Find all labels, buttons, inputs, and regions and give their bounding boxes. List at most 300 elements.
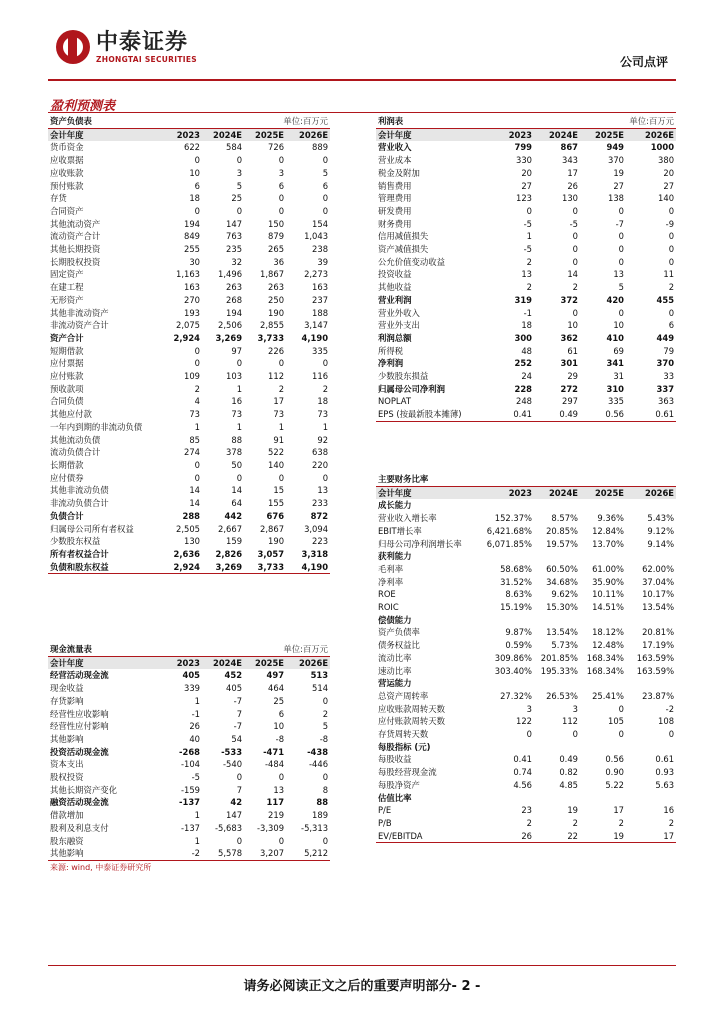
row-value: 274 <box>184 447 200 458</box>
row-value: 270 <box>184 294 200 305</box>
row-value: -5,313 <box>301 822 329 833</box>
row-value: 48 <box>521 345 532 356</box>
row-value: 0 <box>194 205 200 216</box>
column-header-year: 2023 <box>160 656 202 669</box>
table-row <box>376 753 676 766</box>
row-value: -533 <box>221 746 243 757</box>
row-value: 2,273 <box>304 269 329 280</box>
row-value: 0 <box>618 205 625 216</box>
row-value: 2,636 <box>173 548 200 559</box>
row-value: 0 <box>572 244 579 255</box>
row-value: 17 <box>273 396 285 407</box>
row-value: 117 <box>266 797 285 808</box>
row-value: 13.70% <box>592 538 624 549</box>
row-value: 301 <box>560 358 579 369</box>
row-value: 13 <box>521 269 532 280</box>
table-row <box>48 205 330 218</box>
row-value: 219 <box>268 810 285 821</box>
row-label: 资本支出 <box>50 759 84 770</box>
row-value: 420 <box>606 294 625 305</box>
row-label: 资产减值损失 <box>378 244 429 255</box>
row-value: 97 <box>231 345 243 356</box>
column-header-year: 2023 <box>484 128 534 141</box>
row-value: 452 <box>224 670 243 681</box>
row-label: 合同负债 <box>50 396 84 407</box>
table-header-row <box>376 128 676 141</box>
row-value <box>534 550 580 563</box>
row-value: 1 <box>526 231 532 242</box>
row-value: 10 <box>273 721 285 732</box>
table-row <box>376 192 676 205</box>
table-row <box>376 804 676 817</box>
table-row <box>376 703 676 716</box>
row-label: 在建工程 <box>50 282 84 293</box>
row-value: 0.59% <box>505 640 532 651</box>
row-value: 6 <box>278 180 285 191</box>
income-statement-table <box>376 115 676 422</box>
table-row <box>376 332 676 345</box>
row-value: 147 <box>226 810 243 821</box>
column-header-year: 2024E <box>534 128 580 141</box>
row-label: 少数股东损益 <box>378 371 429 382</box>
row-value: 0 <box>572 307 579 318</box>
row-value: 26 <box>484 830 534 843</box>
row-value: -484 <box>265 759 285 770</box>
row-value: 0 <box>526 729 532 740</box>
table-row <box>48 746 330 759</box>
row-label: 投资收益 <box>378 269 412 280</box>
row-value: -540 <box>223 759 243 770</box>
row-value: -7 <box>233 695 243 706</box>
row-value <box>626 499 676 512</box>
row-value: 163 <box>312 282 329 293</box>
row-value: 1 <box>194 810 200 821</box>
row-value: 19 <box>580 830 626 843</box>
column-header-label: 会计年度 <box>48 656 160 669</box>
table-row <box>376 408 676 421</box>
row-value: 22 <box>534 830 580 843</box>
row-value: 0.61 <box>655 754 675 765</box>
row-value <box>580 614 626 627</box>
row-value: 372 <box>560 294 579 305</box>
header-divider <box>48 79 676 81</box>
row-value: 5.63 <box>655 779 675 790</box>
row-value: 449 <box>656 332 675 343</box>
row-value <box>626 677 676 690</box>
row-value: 0 <box>572 205 579 216</box>
row-label: 总资产周转率 <box>378 690 429 701</box>
row-label: 其他长期资产变化 <box>50 784 117 795</box>
row-value: 7 <box>236 784 243 795</box>
table-row <box>48 421 330 434</box>
column-header-label: 会计年度 <box>376 486 484 499</box>
row-value: 0 <box>278 472 285 483</box>
row-value: -5,683 <box>215 822 243 833</box>
row-value: 0.49 <box>534 408 580 421</box>
row-value: 2 <box>526 256 532 267</box>
row-value: 18 <box>521 320 532 331</box>
row-value: 2,667 <box>218 523 243 534</box>
row-label: 负债和股东权益 <box>48 561 160 574</box>
row-value: 252 <box>514 358 532 369</box>
row-label: 应付账款 <box>50 371 84 382</box>
row-label: 营业利润 <box>378 294 412 305</box>
row-value: 10.11% <box>592 589 624 600</box>
row-value: 16 <box>231 396 243 407</box>
table-row <box>48 561 330 574</box>
row-value: 54 <box>231 733 243 744</box>
row-value <box>534 614 580 627</box>
row-value: 378 <box>226 447 243 458</box>
row-value: 310 <box>606 383 625 394</box>
row-value: 0.82 <box>559 767 578 778</box>
row-value: 0 <box>278 772 285 783</box>
table-row <box>48 230 330 243</box>
row-value: 2 <box>668 817 675 828</box>
row-value: -1 <box>523 307 532 318</box>
row-value: 6 <box>322 180 329 191</box>
table-row <box>376 779 676 792</box>
row-value: 194 <box>184 218 200 229</box>
row-value: 0 <box>618 703 624 714</box>
row-value <box>626 550 676 563</box>
row-value: 4.85 <box>559 779 578 790</box>
row-value: 497 <box>266 670 285 681</box>
row-value: 35.90% <box>592 576 624 587</box>
row-label: 所有者权益合计 <box>50 548 109 559</box>
row-label: 其他应付款 <box>50 409 92 420</box>
row-label: 其他影响 <box>50 733 84 744</box>
table-row <box>48 268 330 281</box>
row-label: 存货周转天数 <box>378 729 429 740</box>
row-value: 0 <box>236 155 243 166</box>
row-label: 归属母公司净利润 <box>378 383 445 394</box>
row-value <box>580 677 626 690</box>
row-label: 归母公司净利润增长率 <box>378 538 462 549</box>
row-value: 108 <box>658 716 675 727</box>
row-value: 263 <box>226 282 243 293</box>
row-value: 20 <box>663 167 675 178</box>
row-value: 0 <box>526 205 532 216</box>
row-value: 763 <box>226 231 243 242</box>
row-value: 2 <box>618 817 624 828</box>
row-value: 140 <box>658 193 675 204</box>
table-row <box>48 408 330 421</box>
row-value: 288 <box>182 510 200 521</box>
row-value: 17.19% <box>642 640 675 651</box>
table-row <box>48 294 330 307</box>
table-row <box>376 357 676 370</box>
column-header-year: 2025E <box>244 656 286 669</box>
row-value: 2 <box>322 708 329 719</box>
row-value: 15.30% <box>546 602 578 613</box>
row-value: -9 <box>665 218 675 229</box>
table-row <box>48 446 330 459</box>
row-value: 8.63% <box>505 589 532 600</box>
row-value: 442 <box>224 510 243 521</box>
row-value: 3,094 <box>304 523 329 534</box>
table-row <box>376 230 676 243</box>
income-unit: 单位:百万元 <box>580 115 676 128</box>
row-value: 26.53% <box>546 690 578 701</box>
table-row <box>376 652 676 665</box>
row-value: 112 <box>268 371 285 382</box>
column-header-year: 2023 <box>160 128 202 141</box>
table-row <box>376 677 676 690</box>
table-row <box>48 497 330 510</box>
row-value: 0 <box>618 256 625 267</box>
balance-sheet-table <box>48 115 330 574</box>
row-value: 0 <box>236 772 243 783</box>
row-value: 237 <box>312 294 329 305</box>
row-label: 资产合计 <box>50 332 84 343</box>
row-value: 2,505 <box>176 523 200 534</box>
column-header-year: 2025E <box>580 128 626 141</box>
table-row <box>376 345 676 358</box>
row-value: 30 <box>189 256 200 267</box>
table-row <box>48 535 330 548</box>
row-label: ROIC <box>378 602 399 613</box>
row-value: 0 <box>668 307 675 318</box>
row-value: 343 <box>562 155 579 166</box>
row-value: 3,318 <box>301 548 329 559</box>
row-value: 405 <box>182 670 200 681</box>
row-value: 14 <box>189 498 200 509</box>
row-value: 25 <box>273 695 285 706</box>
row-value: 250 <box>268 294 285 305</box>
row-value: 5.43% <box>647 513 675 524</box>
row-value: 62.00% <box>642 563 675 574</box>
row-label: 现金收益 <box>50 683 84 694</box>
row-value: 17 <box>613 805 624 816</box>
row-value: 0 <box>194 155 200 166</box>
table-row <box>48 345 330 358</box>
row-value: -104 <box>180 759 200 770</box>
row-label: ROE <box>378 589 396 600</box>
brand-name-cn: 中泰证券 <box>96 29 189 55</box>
table-row <box>376 395 676 408</box>
row-value: 116 <box>312 371 329 382</box>
row-value: 201.85% <box>540 652 578 663</box>
row-label: EBIT增长率 <box>378 525 422 536</box>
row-value: 255 <box>184 244 200 255</box>
row-label: 营业收入 <box>378 142 412 153</box>
row-value: 23.87% <box>642 690 675 701</box>
row-value <box>580 499 626 512</box>
row-value: 19 <box>567 805 578 816</box>
row-value: 2 <box>526 817 532 828</box>
row-value: 27.32% <box>500 690 532 701</box>
row-value: 27 <box>521 180 532 191</box>
table-row <box>376 588 676 601</box>
row-value: 36 <box>273 256 285 267</box>
row-value: 0 <box>194 459 200 470</box>
row-value: 4,190 <box>301 332 329 343</box>
row-value: 0 <box>322 835 329 846</box>
row-value: 2,924 <box>160 561 202 574</box>
row-value <box>484 550 534 563</box>
row-value: 163 <box>184 282 200 293</box>
row-value: 8 <box>322 784 329 795</box>
row-value: 16 <box>663 805 675 816</box>
row-value: 676 <box>266 510 285 521</box>
column-header-year: 2026E <box>286 128 330 141</box>
row-value: 5,212 <box>286 847 330 860</box>
row-label: 每股经营现金流 <box>378 767 437 778</box>
row-value <box>484 677 534 690</box>
row-value: 18 <box>317 396 329 407</box>
row-value: 337 <box>656 383 675 394</box>
row-label: 偿债能力 <box>378 614 412 625</box>
row-value: 1 <box>236 421 243 432</box>
row-value: 13 <box>317 485 329 496</box>
row-value: 11 <box>663 269 675 280</box>
row-value: 410 <box>606 332 625 343</box>
row-value: -1 <box>191 708 200 719</box>
row-value: 2,826 <box>215 548 243 559</box>
row-value: 147 <box>226 218 243 229</box>
row-value: -5 <box>523 244 532 255</box>
table-row <box>376 294 676 307</box>
row-value: 0 <box>278 193 285 204</box>
row-label: 其他收益 <box>378 282 412 293</box>
row-value: 5.73% <box>551 640 578 651</box>
row-value: -5 <box>523 218 532 229</box>
row-label: 少数股东权益 <box>50 536 101 547</box>
row-value <box>484 614 534 627</box>
row-value: 5.22 <box>605 779 624 790</box>
table-row <box>48 682 330 695</box>
table-row <box>376 154 676 167</box>
row-value: 0 <box>322 155 329 166</box>
row-label: 应收账款周转天数 <box>378 703 445 714</box>
table-row <box>376 180 676 193</box>
table-row <box>48 708 330 721</box>
row-label: P/B <box>378 817 392 828</box>
row-value: 0 <box>236 472 243 483</box>
row-value: 0 <box>618 307 625 318</box>
row-value: 0 <box>572 256 579 267</box>
table-row <box>376 538 676 551</box>
table-row <box>376 167 676 180</box>
table-row <box>376 690 676 703</box>
row-value: 263 <box>268 282 285 293</box>
footer-divider <box>48 965 676 966</box>
row-value: 1 <box>236 383 243 394</box>
table-row <box>48 332 330 345</box>
row-label: 每股收益 <box>378 754 412 765</box>
row-value: 3,733 <box>257 332 285 343</box>
row-value: 190 <box>268 307 285 318</box>
row-value: 26 <box>189 721 200 732</box>
row-value: 238 <box>312 244 329 255</box>
row-value: 0.61 <box>626 408 676 421</box>
row-value: 3 <box>236 167 243 178</box>
row-value: 455 <box>656 294 675 305</box>
table-header-row <box>48 656 330 669</box>
row-value: 7 <box>236 708 243 719</box>
row-value: 9.12% <box>647 525 675 536</box>
row-value: 194 <box>226 307 243 318</box>
row-label: 货币资金 <box>50 142 84 153</box>
row-label: 预收款项 <box>50 383 84 394</box>
row-value: 14 <box>231 485 243 496</box>
row-label: 一年内到期的非流动负债 <box>50 421 143 432</box>
row-value: 0.93 <box>655 767 675 778</box>
row-value: 3,207 <box>244 847 286 860</box>
table-row <box>376 218 676 231</box>
row-value: 2,924 <box>173 332 200 343</box>
row-label: 股东融资 <box>50 835 84 846</box>
row-value: 0 <box>668 205 675 216</box>
table-row <box>48 669 330 682</box>
row-value: 39 <box>317 256 329 267</box>
row-label: 短期借款 <box>50 345 84 356</box>
table-row <box>376 715 676 728</box>
table-row <box>48 771 330 784</box>
row-value: 339 <box>184 683 200 694</box>
row-value: 163.59% <box>636 652 675 663</box>
row-value: 15 <box>273 485 285 496</box>
row-value: 3,147 <box>304 320 329 331</box>
row-value: 303.40% <box>494 665 532 676</box>
row-value: 103 <box>226 371 243 382</box>
row-value <box>534 677 580 690</box>
row-value: 0 <box>236 358 243 369</box>
table-row <box>48 357 330 370</box>
table-row <box>376 766 676 779</box>
ratios-title: 主要财务比率 <box>376 473 676 486</box>
row-label: EV/EBITDA <box>376 830 484 843</box>
row-value: 3 <box>278 167 285 178</box>
row-value: 50 <box>231 459 243 470</box>
row-value: 849 <box>184 231 200 242</box>
cashflow-title: 现金流量表 <box>48 643 244 656</box>
row-value: 58.68% <box>500 563 532 574</box>
row-label: 毛利率 <box>378 563 404 574</box>
table-row <box>48 523 330 536</box>
report-type: 公司点评 <box>619 55 668 69</box>
row-value: 0 <box>278 835 285 846</box>
row-value: 2 <box>668 282 675 293</box>
row-value: 4,190 <box>286 561 330 574</box>
table-row <box>48 243 330 256</box>
row-value: 335 <box>608 396 625 407</box>
row-label: 流动资产合计 <box>50 231 101 242</box>
row-label: 信用减值损失 <box>378 231 429 242</box>
table-row <box>48 141 330 154</box>
row-label: 成长能力 <box>378 500 412 511</box>
table-row <box>376 383 676 396</box>
row-value: 64 <box>231 498 243 509</box>
row-value: 233 <box>312 498 329 509</box>
row-value: 0 <box>668 231 675 242</box>
row-value: -471 <box>263 746 285 757</box>
row-value: 154 <box>312 218 329 229</box>
row-value: 363 <box>658 396 675 407</box>
row-value: -2 <box>160 847 202 860</box>
row-value: 23 <box>521 805 532 816</box>
row-value: 300 <box>514 332 532 343</box>
row-value: 8.57% <box>551 513 578 524</box>
row-value: 9.36% <box>597 513 624 524</box>
row-value: 2 <box>322 383 329 394</box>
row-value: 12.48% <box>592 640 624 651</box>
table-row <box>48 822 330 835</box>
row-value: -438 <box>307 746 329 757</box>
row-value: 32 <box>231 256 243 267</box>
row-label: 净利润 <box>378 358 404 369</box>
